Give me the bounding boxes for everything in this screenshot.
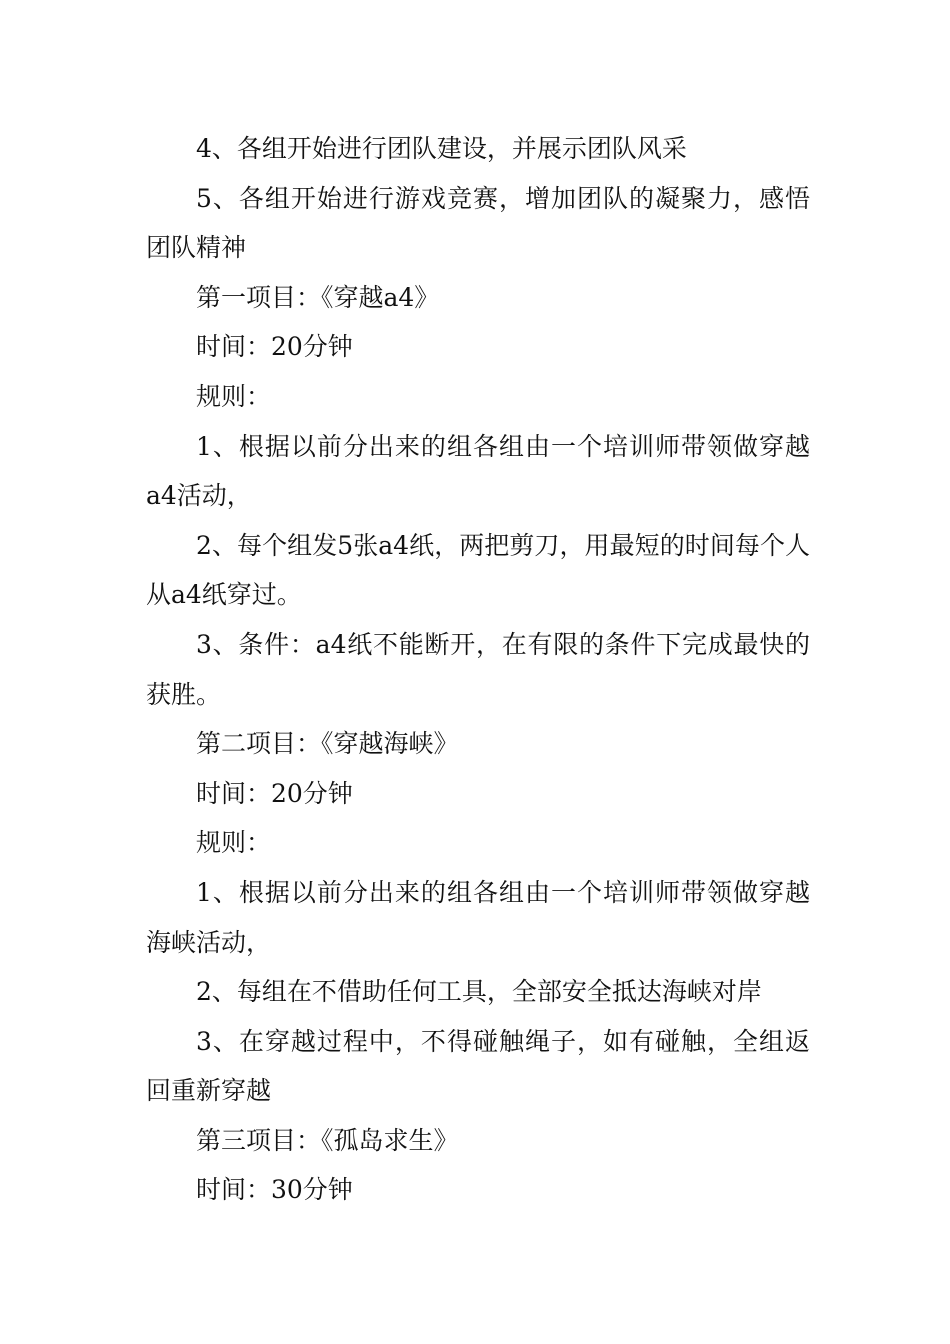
project-2-rule-1: 1、根据以前分出来的组各组由一个培训师带领做穿越海峡活动， [146, 877, 810, 957]
project-2-title: 第二项目：《穿越海峡》 [196, 729, 459, 759]
project-1-time: 时间：20分钟 [196, 332, 353, 362]
project-1-rules-heading: 规则： [196, 381, 272, 411]
project-3-title: 第三项目：《孤岛求生》 [196, 1125, 459, 1155]
project-3-time: 时间：30分钟 [196, 1175, 353, 1205]
project-2-time: 时间：20分钟 [196, 778, 353, 808]
paragraph-step-5: 5、各组开始进行游戏竞赛，增加团队的凝聚力，感悟团队精神 [146, 183, 810, 263]
project-1-rule-2: 2、每个组发5张a4纸，两把剪刀，用最短的时间每个人从a4纸穿过。 [146, 530, 810, 610]
project-2-rule-2: 2、每组在不借助任何工具，全部安全抵达海峡对岸 [196, 977, 762, 1007]
document-body [146, 124, 810, 1215]
paragraph-step-4: 4、各组开始进行团队建设，并展示团队风采 [196, 134, 687, 163]
project-2-rules-heading: 规则： [196, 828, 272, 858]
project-1-rule-3: 3、条件：a4纸不能断开，在有限的条件下完成最快的获胜。 [146, 629, 810, 709]
project-1-title: 第一项目：《穿越a4》 [196, 282, 440, 312]
project-1-rule-1: 1、根据以前分出来的组各组由一个培训师带领做穿越a4活动， [146, 431, 810, 511]
project-2-rule-3: 3、在穿越过程中，不得碰触绳子，如有碰触，全组返回重新穿越 [146, 1026, 810, 1106]
